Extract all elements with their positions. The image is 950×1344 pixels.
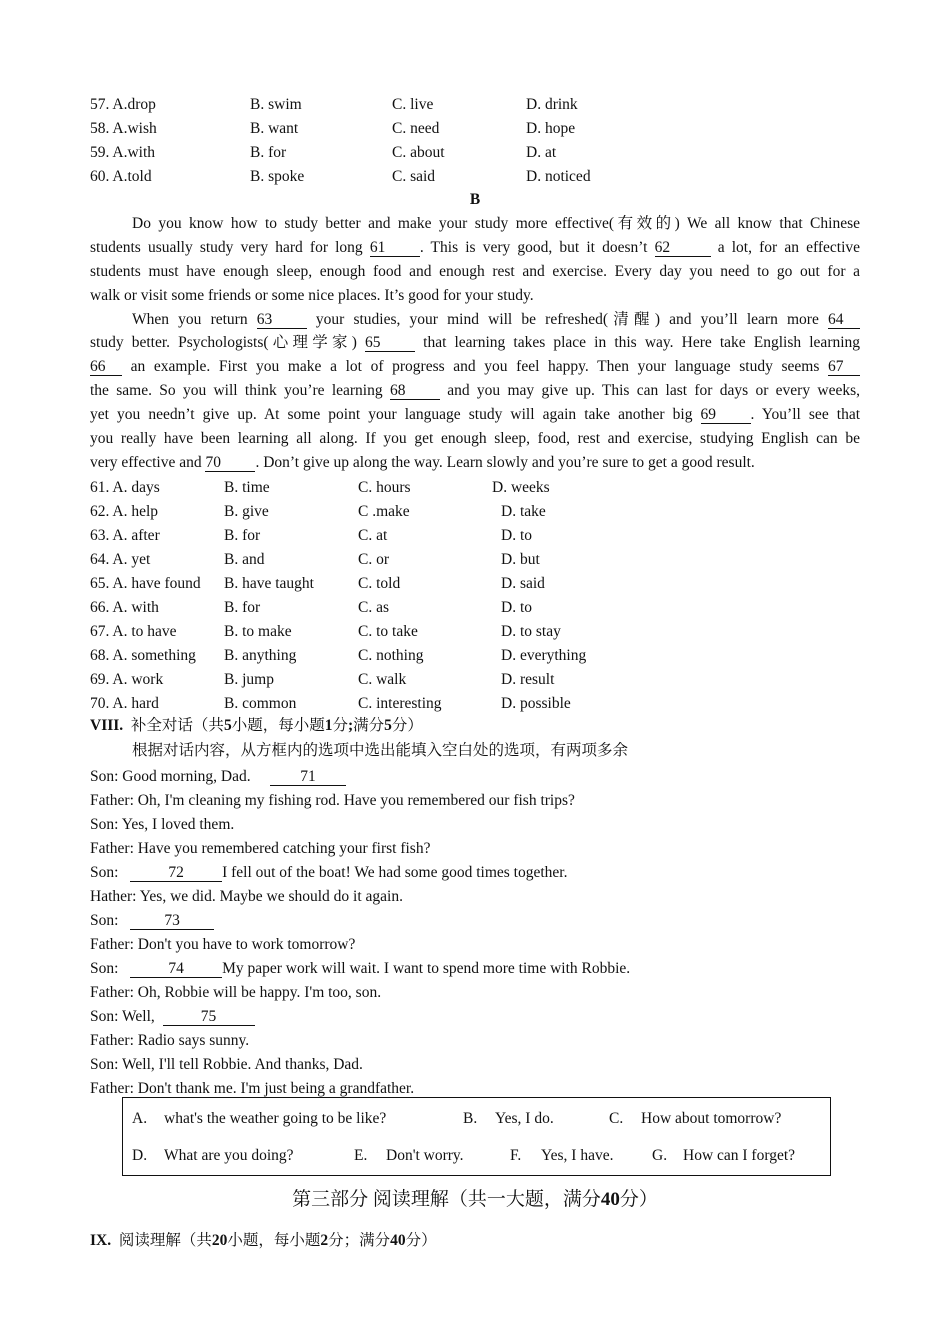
option-a: 68. A. something (90, 647, 196, 664)
option-b: B. for (224, 599, 261, 616)
title-text: 小题，每小题 (231, 717, 325, 734)
option-c: C. to take (358, 623, 418, 640)
option-c: C. walk (358, 671, 407, 688)
dialogue-text: Son: Good morning, Dad. (90, 768, 251, 785)
dialogue-line (90, 863, 567, 883)
dialogue-line (90, 959, 630, 979)
option-a: 70. A. hard (90, 695, 159, 712)
option-letter: E. (354, 1147, 368, 1164)
passage-line (90, 379, 860, 403)
dialogue-line: Father: Oh, I'm cleaning my fishing rod. Have you remembered our fish trips? (90, 792, 575, 809)
title-number: 20 (211, 1232, 228, 1249)
option-d: D. at (526, 144, 557, 161)
section-9-title (90, 1228, 437, 1250)
option-b: B. want (250, 120, 299, 137)
title-text: 分） (619, 1189, 658, 1210)
reading-passage (90, 212, 860, 475)
option-b: B. jump (224, 671, 274, 688)
passage-text: the same. So you will think you’re learning (90, 382, 383, 400)
option-text: What are you doing? (164, 1147, 294, 1164)
passage-line: you really have been learning all along. If you get enough sleep, food, rest and exercise, studying English can be (90, 430, 860, 448)
option-d: D. take (501, 503, 546, 520)
option-b: B. for (224, 527, 261, 544)
option-d: D. everything (501, 647, 587, 664)
option-letter: F. (510, 1147, 522, 1164)
option-text: Yes, I have. (541, 1147, 614, 1164)
passage-text: an example. First you make a lot of progress and you feel happy. Then your language study seems (130, 358, 820, 376)
option-letter: B. (463, 1110, 478, 1127)
title-number: 1 (324, 717, 333, 734)
title-text: ; (347, 717, 354, 734)
passage-line (90, 331, 860, 355)
option-c: C. or (358, 551, 389, 568)
dialogue-line: Son: Yes, I loved them. (90, 816, 235, 833)
option-c: C. about (392, 144, 445, 161)
blank-61: 61 (370, 239, 420, 257)
option-d: D. drink (526, 96, 578, 113)
part-3-title (0, 1184, 950, 1211)
option-a: 60. A.told (90, 168, 152, 185)
blank-65: 65 (365, 334, 415, 352)
blank-64: 64 (828, 311, 860, 329)
dialogue-text: I fell out of the boat! We had some good times together. (222, 864, 568, 881)
dialogue-line: Father: Don't thank me. I'm just being a grandfather. (90, 1080, 415, 1097)
option-text: Don't worry. (386, 1147, 464, 1164)
title-text: 补全对话（共 (130, 717, 224, 734)
title-text: 第三部分 阅读理解（共一大题，满分 (292, 1189, 601, 1210)
passage-text: When you return (132, 310, 248, 328)
dialogue-line (90, 1007, 255, 1027)
option-d: D. but (501, 551, 540, 568)
option-a: 65. A. have found (90, 575, 201, 592)
blank-63: 63 (257, 311, 307, 329)
title-text: 满分 (353, 717, 385, 734)
blank-71: 71 (270, 768, 346, 786)
option-a: 57. A.drop (90, 96, 156, 113)
dialogue-text: Son: (90, 960, 119, 977)
blank-73: 73 (130, 912, 214, 930)
blank-67: 67 (828, 358, 860, 376)
option-a: 67. A. to have (90, 623, 177, 640)
option-d: D. possible (501, 695, 571, 712)
option-b: B. to make (224, 623, 292, 640)
option-b: B. and (224, 551, 265, 568)
option-a: 58. A.wish (90, 120, 157, 137)
blank-70: 70 (205, 454, 255, 472)
option-d: D. to stay (501, 623, 561, 640)
title-text: 分 (332, 717, 348, 734)
option-c: C. at (358, 527, 388, 544)
option-d: D. hope (526, 120, 576, 137)
passage-line: Do you know how to study better and make your study more effective(有效的) We all know that Chinese (132, 215, 860, 232)
option-b: B. give (224, 503, 269, 520)
dialogue-line: Father: Radio says sunny. (90, 1032, 250, 1049)
title-text: 分；满分 (328, 1232, 391, 1249)
option-b: B. spoke (250, 168, 305, 185)
option-d: D. noticed (526, 168, 591, 185)
title-text: 小题，每小题 (227, 1232, 321, 1249)
option-letter: A. (132, 1110, 148, 1127)
option-b: B. time (224, 479, 270, 496)
option-d: D. to (501, 599, 532, 616)
passage-text: your studies, your mind will be refreshed(清醒) and you’ll learn more (315, 310, 819, 328)
option-c: C .make (358, 503, 410, 520)
passage-line: walk or visit some friends or some nice places. It’s good for your study. (90, 286, 534, 304)
option-d: D. weeks (492, 479, 550, 496)
title-number: 5 (223, 717, 232, 734)
title-number: 2 (320, 1232, 329, 1249)
passage-text: study better. Psychologists(心理学家) (90, 334, 357, 352)
dialogue-text: Son: (90, 864, 119, 881)
title-text: 分） (391, 717, 423, 734)
option-text: Yes, I do. (495, 1110, 554, 1127)
option-c: C. hours (358, 479, 411, 496)
option-c: C. told (358, 575, 401, 592)
option-a: 61. A. days (90, 479, 160, 496)
option-letter: C. (609, 1110, 624, 1127)
passage-line (90, 236, 860, 260)
option-b: B. have taught (224, 575, 314, 592)
section-b-heading: B (469, 191, 481, 208)
dialogue-line: Father: Don't you have to work tomorrow? (90, 936, 356, 953)
passage-line (90, 403, 860, 427)
option-a: 64. A. yet (90, 551, 151, 568)
section-number: VIII. (90, 717, 124, 734)
blank-62: 62 (655, 239, 711, 257)
section-number: IX. (90, 1232, 112, 1249)
option-text: How about tomorrow? (641, 1110, 782, 1127)
passage-line (90, 451, 860, 475)
option-a: 69. A. work (90, 671, 164, 688)
title-number: 40 (390, 1232, 406, 1249)
blank-69: 69 (701, 406, 751, 424)
blank-68: 68 (390, 382, 440, 400)
passage-text: a lot, for an effective (717, 238, 861, 256)
blank-66: 66 (90, 358, 122, 376)
option-a: 62. A. help (90, 503, 159, 520)
option-letter: G. (652, 1147, 668, 1164)
dialogue-line: Son: Well, I'll tell Robbie. And thanks, Dad. (90, 1056, 363, 1073)
blank-72: 72 (130, 864, 222, 882)
option-c: C. interesting (358, 695, 442, 712)
passage-line: students must have enough sleep, enough food and enough rest and exercise. Every day you need to go out for a (90, 262, 860, 280)
dialogue-text: Son: (90, 912, 119, 929)
passage-line (90, 308, 860, 332)
option-b: B. swim (250, 96, 302, 113)
dialogue-line (90, 767, 346, 787)
option-c: C. need (392, 120, 440, 137)
option-d: D. said (501, 575, 545, 592)
section-8-title (90, 716, 423, 736)
option-d: D. result (501, 671, 555, 688)
option-a: 66. A. with (90, 599, 159, 616)
blank-75: 75 (163, 1008, 255, 1026)
passage-line (90, 355, 860, 379)
option-b: B. for (250, 144, 287, 161)
dialogue-line: Father: Have you remembered catching your first fish? (90, 840, 431, 857)
passage-text: . This is very good, but it doesn’t (419, 238, 648, 256)
title-text: 分） (405, 1232, 437, 1249)
option-d: D. to (501, 527, 532, 544)
option-a: 63. A. after (90, 527, 160, 544)
passage-text: students usually study very hard for long (90, 238, 363, 256)
passage-text: and you may give up. This can last for days or every weeks, (447, 382, 861, 400)
option-c: C. said (392, 168, 436, 185)
answer-options-box (122, 1097, 831, 1176)
blank-74: 74 (130, 960, 222, 978)
passage-text: that learning takes place in this way. Here take English learning (423, 334, 861, 352)
passage-text: . You’ll see that (750, 406, 861, 424)
option-a: 59. A.with (90, 144, 156, 161)
option-text: How can I forget? (683, 1147, 796, 1164)
option-c: C. as (358, 599, 389, 616)
passage-text: . Don’t give up along the way. Learn slowly and you’re sure to get a good result. (255, 453, 755, 471)
dialogue-line: Father: Oh, Robbie will be happy. I'm too, son. (90, 984, 382, 1001)
option-b: B. common (224, 695, 297, 712)
option-letter: D. (132, 1147, 148, 1164)
title-text: 阅读理解（共 (118, 1232, 212, 1249)
passage-text: yet you needn’t give up. At some point your language study will again take another big (90, 406, 693, 424)
option-c: C. live (392, 96, 434, 113)
option-b: B. anything (224, 647, 297, 664)
option-text: what's the weather going to be like? (164, 1110, 387, 1127)
dialogue-text: Son: Well, (90, 1008, 155, 1025)
option-c: C. nothing (358, 647, 424, 664)
section-8-instruction: 根据对话内容，从方框内的选项中选出能填入空白处的选项，有两项多余 (132, 742, 629, 759)
dialogue-text: My paper work will wait. I want to spend more time with Robbie. (222, 960, 631, 977)
dialogue-line (90, 911, 214, 931)
title-number: 40 (600, 1189, 620, 1210)
title-number: 5 (384, 717, 392, 734)
dialogue-line: Hather: Yes, we did. Maybe we should do it again. (90, 888, 403, 905)
passage-text: very effective and (90, 453, 202, 471)
